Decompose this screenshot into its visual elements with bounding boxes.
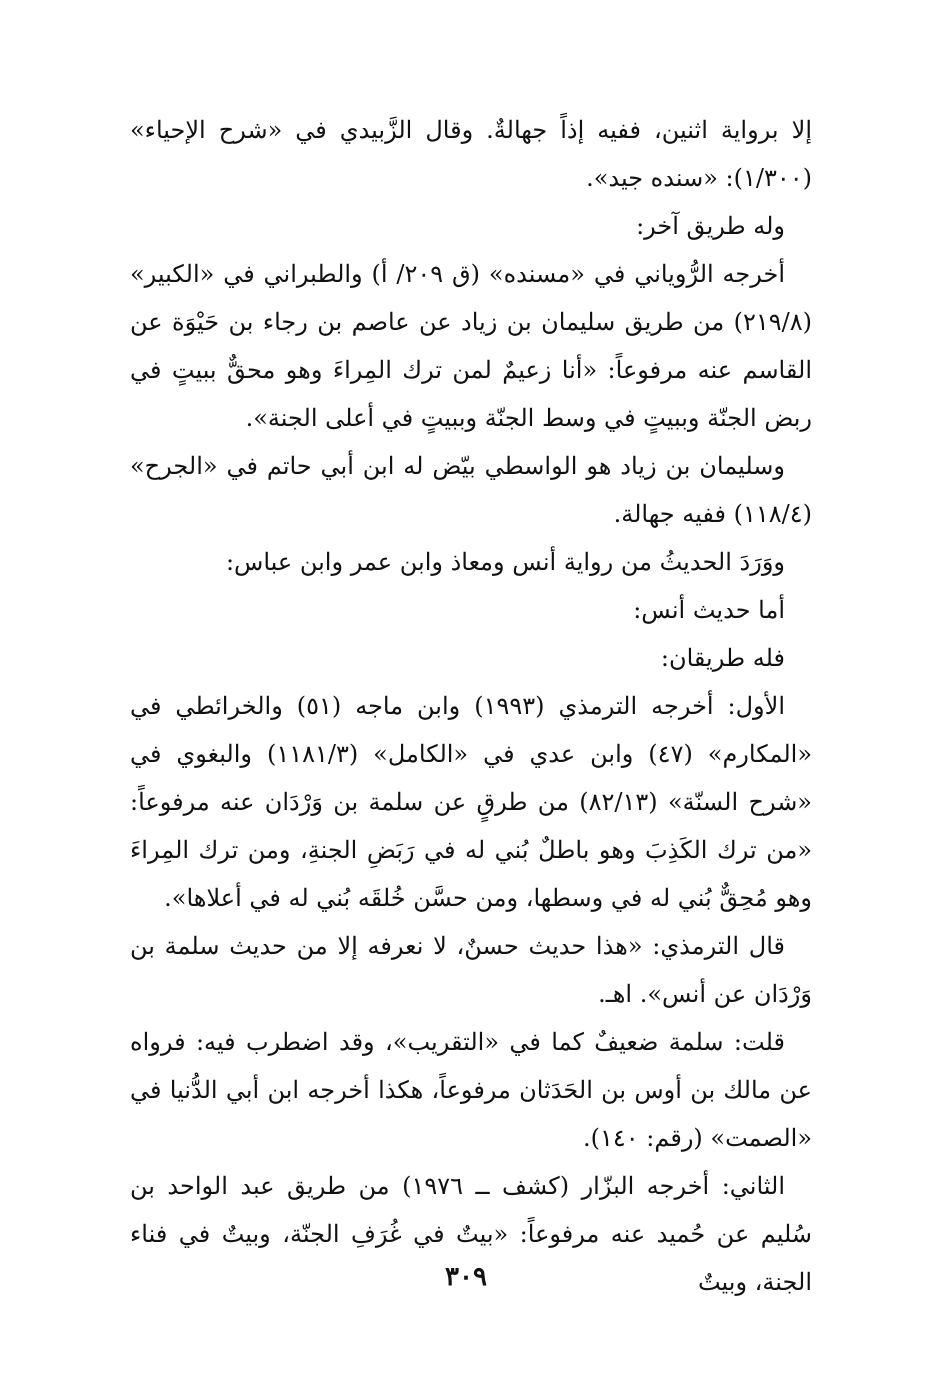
paragraph-two-routes: فله طريقان:	[660, 644, 785, 672]
body-text	[130, 106, 812, 1306]
paragraph-salama-weak: قلت: سلمة ضعيفٌ كما في «التقريب»، وقد اضطرب فيه: فرواه عن مالك بن أوس بن الحَدَثان مرفوعاً، هكذا أخرجه ابن أبي الدُّنيا في «الصمت» (رقم: ١٤٠).	[130, 1028, 812, 1152]
paragraph-anas-heading: أما حديث أنس:	[633, 596, 785, 624]
paragraph-sulayman-ibn-ziyad: وسليمان بن زياد هو الواسطي بيّض له ابن أبي حاتم في «الجرح» (١١٨/٤) ففيه جهالة.	[130, 452, 812, 528]
paragraph-another-route: وله طريق آخر:	[636, 212, 785, 240]
paragraph-second-route: الثاني: أخرجه البزّار (كشف ــ ١٩٧٦) من طريق عبد الواحد بن سُليم عن حُميد عنه مرفوعاً: «بيتٌ في غُرَفِ الجنّة، وبيتٌ في فناء الجنة، وبيتٌ	[130, 1172, 812, 1296]
paragraph-other-narrations: ووَرَدَ الحديثُ من رواية أنس ومعاذ وابن عمر وابن عباس:	[225, 548, 785, 576]
paragraph-continuation: إلا برواية اثنين، ففيه إذاً جهالةٌ. وقال الزَّبيدي في «شرح الإحياء» (١/٣٠٠): «سنده جيد».	[130, 116, 812, 192]
paragraph-ruyani-tabarani: أخرجه الرُّوياني في «مسنده» (ق ٢٠٩/ أ) والطبراني في «الكبير» (٢١٩/٨) من طريق سليمان بن زياد عن عاصم بن رجاء بن حَيْوَة عن القاسم عنه مرفوعاً: «أنا زعيمٌ لمن ترك المِراءَ وهو محقٌّ ببيتٍ في ربض الجنّة وببيتٍ في وسط الجنّة وببيتٍ في أعلى الجنة».	[130, 260, 812, 432]
paragraph-first-route: الأول: أخرجه الترمذي (١٩٩٣) وابن ماجه (٥١) والخرائطي في «المكارم» (٤٧) وابن عدي في «الكامل» (١١٨١/٣) والبغوي في «شرح السنّة» (٨٢/١٣) من طرقٍ عن سلمة بن وَرْدَان عنه مرفوعاً: «من ترك الكَذِبَ وهو باطلٌ بُني له في رَبَضِ الجنةِ، ومن ترك المِراءَ وهو مُحِقٌّ بُني له في وسطها، ومن حسَّن خُلقَه بُني له في أعلاها».	[130, 692, 813, 912]
paragraph-tirmidhi-verdict: قال الترمذي: «هذا حديث حسنٌ، لا نعرفه إلا من حديث سلمة بن وَرْدَان عن أنس». اهـ.	[130, 932, 812, 1008]
page-number: ٣٠٩	[445, 1262, 487, 1292]
